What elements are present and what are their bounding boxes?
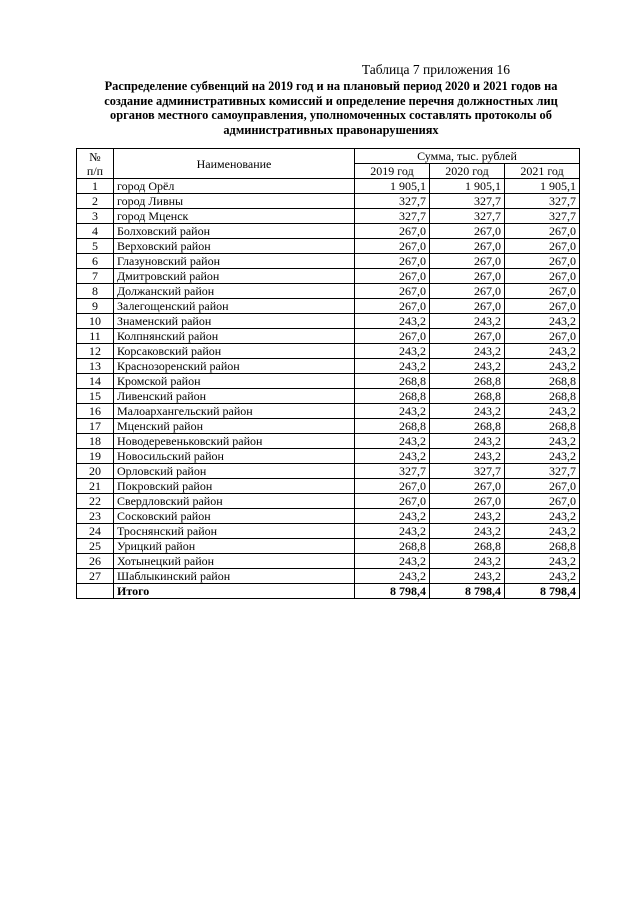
row-value-2021: 268,8	[505, 389, 580, 404]
row-value-2019: 243,2	[355, 404, 430, 419]
row-value-2021: 1 905,1	[505, 179, 580, 194]
table-row	[77, 359, 580, 374]
row-name: Кромской район	[114, 374, 355, 389]
row-value-2020: 267,0	[430, 269, 505, 284]
row-value-2019: 243,2	[355, 344, 430, 359]
row-value-2021: 327,7	[505, 194, 580, 209]
row-value-2021: 243,2	[505, 569, 580, 584]
row-value-2020: 267,0	[430, 239, 505, 254]
document-title: Распределение субвенций на 2019 год и на плановый период 2020 и 2021 годов на создание административных комиссий и определение перечня должностных лиц органов местного самоуправления, уполномоченных составлять протоколы об административных правонарушениях	[104, 79, 558, 137]
row-value-2021: 267,0	[505, 299, 580, 314]
row-number: 21	[77, 479, 114, 494]
row-value-2020: 268,8	[430, 539, 505, 554]
row-value-2019: 243,2	[355, 554, 430, 569]
table-row	[77, 239, 580, 254]
header-number-line1: №	[89, 149, 101, 164]
row-name: город Мценск	[114, 209, 355, 224]
table-row	[77, 509, 580, 524]
row-value-2021: 267,0	[505, 239, 580, 254]
row-number: 25	[77, 539, 114, 554]
row-number: 26	[77, 554, 114, 569]
row-value-2020: 243,2	[430, 509, 505, 524]
row-value-2019: 267,0	[355, 224, 430, 239]
row-name: город Ливны	[114, 194, 355, 209]
row-name: Покровский район	[114, 479, 355, 494]
row-name: Верховский район	[114, 239, 355, 254]
table-row	[77, 524, 580, 539]
row-name: Свердловский район	[114, 494, 355, 509]
row-value-2021: 243,2	[505, 524, 580, 539]
row-value-2021: 267,0	[505, 224, 580, 239]
row-value-2019: 268,8	[355, 374, 430, 389]
row-number: 8	[77, 284, 114, 299]
row-number: 2	[77, 194, 114, 209]
row-value-2020: 267,0	[430, 224, 505, 239]
row-name: Мценский район	[114, 419, 355, 434]
row-value-2019: 327,7	[355, 464, 430, 479]
row-value-2019: 243,2	[355, 314, 430, 329]
table-reference: Таблица 7 приложения 16	[361, 62, 510, 77]
total-label: Итого	[114, 584, 355, 599]
table-row	[77, 194, 580, 209]
row-name: Должанский район	[114, 284, 355, 299]
row-number: 24	[77, 524, 114, 539]
row-value-2021: 267,0	[505, 479, 580, 494]
total-number-cell	[77, 584, 114, 599]
row-number: 13	[77, 359, 114, 374]
row-value-2019: 268,8	[355, 539, 430, 554]
row-name: Урицкий район	[114, 539, 355, 554]
table-row	[77, 284, 580, 299]
row-name: Троснянский район	[114, 524, 355, 539]
row-value-2019: 268,8	[355, 419, 430, 434]
row-value-2020: 268,8	[430, 389, 505, 404]
table-row	[77, 224, 580, 239]
row-value-2019: 1 905,1	[355, 179, 430, 194]
row-number: 9	[77, 299, 114, 314]
row-value-2020: 1 905,1	[430, 179, 505, 194]
row-value-2020: 243,2	[430, 314, 505, 329]
row-name: Колпнянский район	[114, 329, 355, 344]
row-value-2020: 243,2	[430, 344, 505, 359]
row-number: 17	[77, 419, 114, 434]
row-value-2019: 267,0	[355, 329, 430, 344]
table-header	[77, 149, 580, 179]
row-value-2021: 267,0	[505, 329, 580, 344]
row-number: 3	[77, 209, 114, 224]
table-row	[77, 299, 580, 314]
row-value-2019: 268,8	[355, 389, 430, 404]
header-name: Наименование	[114, 149, 355, 179]
row-number: 1	[77, 179, 114, 194]
table-row	[77, 329, 580, 344]
total-2021: 8 798,4	[505, 584, 580, 599]
row-value-2019: 327,7	[355, 209, 430, 224]
header-year-2021: 2021 год	[505, 164, 580, 179]
row-name: Глазуновский район	[114, 254, 355, 269]
row-value-2021: 327,7	[505, 209, 580, 224]
table-row	[77, 254, 580, 269]
row-value-2021: 243,2	[505, 434, 580, 449]
row-value-2020: 243,2	[430, 359, 505, 374]
row-name: Залегощенский район	[114, 299, 355, 314]
row-value-2020: 267,0	[430, 299, 505, 314]
row-name: Корсаковский район	[114, 344, 355, 359]
row-name: Болховский район	[114, 224, 355, 239]
table-row	[77, 554, 580, 569]
header-number-line2: п/п	[86, 163, 104, 178]
header-number	[77, 149, 114, 179]
row-number: 5	[77, 239, 114, 254]
row-value-2021: 268,8	[505, 374, 580, 389]
table-row	[77, 479, 580, 494]
row-value-2020: 243,2	[430, 569, 505, 584]
row-value-2020: 327,7	[430, 209, 505, 224]
row-value-2020: 268,8	[430, 374, 505, 389]
row-value-2021: 243,2	[505, 344, 580, 359]
row-value-2019: 267,0	[355, 479, 430, 494]
row-value-2021: 267,0	[505, 284, 580, 299]
row-value-2020: 243,2	[430, 434, 505, 449]
row-value-2021: 243,2	[505, 449, 580, 464]
row-value-2020: 243,2	[430, 554, 505, 569]
table-row	[77, 404, 580, 419]
total-row	[77, 584, 580, 599]
row-value-2021: 243,2	[505, 314, 580, 329]
row-number: 4	[77, 224, 114, 239]
table-row	[77, 539, 580, 554]
row-name: город Орёл	[114, 179, 355, 194]
row-name: Хотынецкий район	[114, 554, 355, 569]
total-2019: 8 798,4	[355, 584, 430, 599]
table-row	[77, 209, 580, 224]
row-value-2020: 268,8	[430, 419, 505, 434]
row-value-2019: 243,2	[355, 359, 430, 374]
row-value-2020: 243,2	[430, 524, 505, 539]
table-row	[77, 494, 580, 509]
table-body	[77, 179, 580, 599]
row-value-2019: 243,2	[355, 569, 430, 584]
header-year-2020: 2020 год	[430, 164, 505, 179]
row-value-2020: 267,0	[430, 329, 505, 344]
row-value-2019: 327,7	[355, 194, 430, 209]
row-value-2021: 243,2	[505, 404, 580, 419]
row-value-2021: 267,0	[505, 254, 580, 269]
row-number: 15	[77, 389, 114, 404]
table-row	[77, 269, 580, 284]
row-value-2019: 267,0	[355, 284, 430, 299]
row-name: Новосильский район	[114, 449, 355, 464]
row-name: Дмитровский район	[114, 269, 355, 284]
row-value-2020: 267,0	[430, 284, 505, 299]
table-row	[77, 449, 580, 464]
row-value-2021: 267,0	[505, 494, 580, 509]
row-value-2019: 243,2	[355, 434, 430, 449]
row-number: 12	[77, 344, 114, 359]
table-row	[77, 434, 580, 449]
row-value-2021: 243,2	[505, 509, 580, 524]
row-value-2021: 267,0	[505, 269, 580, 284]
row-value-2019: 267,0	[355, 239, 430, 254]
row-number: 10	[77, 314, 114, 329]
row-value-2021: 268,8	[505, 419, 580, 434]
row-number: 19	[77, 449, 114, 464]
row-value-2021: 243,2	[505, 554, 580, 569]
row-number: 18	[77, 434, 114, 449]
row-value-2020: 267,0	[430, 254, 505, 269]
row-value-2020: 327,7	[430, 464, 505, 479]
row-name: Новодеревеньковский район	[114, 434, 355, 449]
table-row	[77, 344, 580, 359]
header-year-2019: 2019 год	[355, 164, 430, 179]
row-value-2020: 327,7	[430, 194, 505, 209]
row-value-2020: 243,2	[430, 404, 505, 419]
row-number: 14	[77, 374, 114, 389]
row-name: Знаменский район	[114, 314, 355, 329]
row-value-2020: 243,2	[430, 449, 505, 464]
row-number: 7	[77, 269, 114, 284]
row-value-2021: 243,2	[505, 359, 580, 374]
row-value-2021: 327,7	[505, 464, 580, 479]
table-row	[77, 569, 580, 584]
row-number: 23	[77, 509, 114, 524]
subsidies-table	[76, 148, 580, 599]
row-number: 11	[77, 329, 114, 344]
table-row	[77, 464, 580, 479]
row-name: Сосковский район	[114, 509, 355, 524]
row-number: 6	[77, 254, 114, 269]
table-row	[77, 374, 580, 389]
row-value-2019: 267,0	[355, 269, 430, 284]
row-value-2020: 267,0	[430, 479, 505, 494]
table-row	[77, 389, 580, 404]
row-number: 16	[77, 404, 114, 419]
row-value-2019: 267,0	[355, 494, 430, 509]
row-name: Краснозоренский район	[114, 359, 355, 374]
row-value-2021: 268,8	[505, 539, 580, 554]
table-row	[77, 314, 580, 329]
row-name: Малоархангельский район	[114, 404, 355, 419]
row-value-2019: 243,2	[355, 509, 430, 524]
row-value-2020: 267,0	[430, 494, 505, 509]
row-number: 20	[77, 464, 114, 479]
header-sum: Сумма, тыс. рублей	[355, 149, 580, 164]
row-name: Ливенский район	[114, 389, 355, 404]
row-value-2019: 243,2	[355, 524, 430, 539]
row-name: Шаблыкинский район	[114, 569, 355, 584]
table-row	[77, 179, 580, 194]
row-value-2019: 267,0	[355, 299, 430, 314]
row-number: 22	[77, 494, 114, 509]
row-value-2019: 267,0	[355, 254, 430, 269]
total-2020: 8 798,4	[430, 584, 505, 599]
table-row	[77, 419, 580, 434]
row-name: Орловский район	[114, 464, 355, 479]
row-number: 27	[77, 569, 114, 584]
row-value-2019: 243,2	[355, 449, 430, 464]
